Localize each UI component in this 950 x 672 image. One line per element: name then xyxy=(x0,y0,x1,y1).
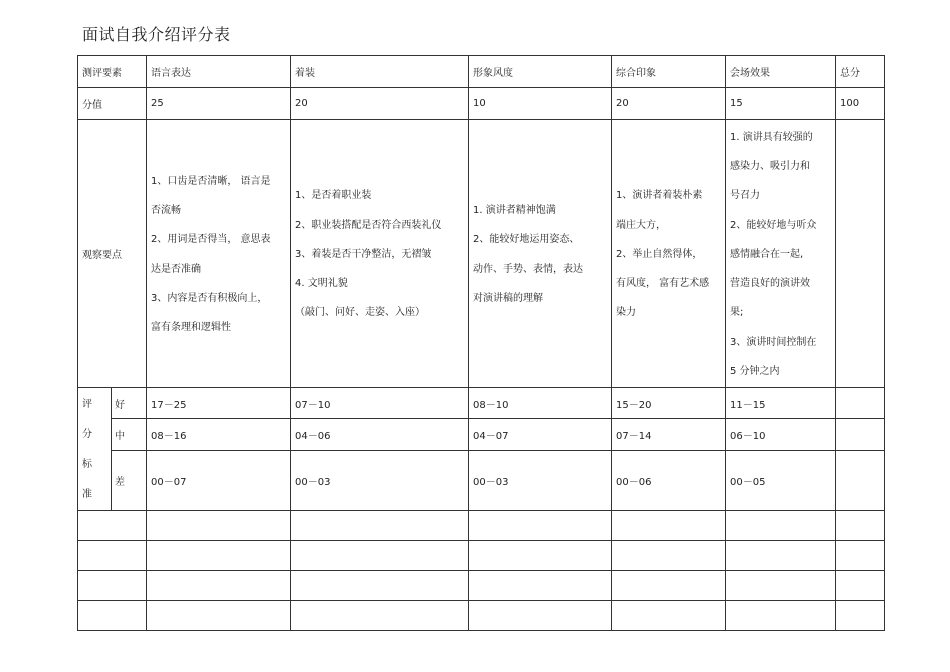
observation-line: 4. 文明礼貌 xyxy=(295,278,348,290)
empty-cell[interactable] xyxy=(726,571,836,601)
observation-line: 感染力、吸引力和 xyxy=(730,160,810,172)
observation-line: 1. 演讲具有较强的 xyxy=(730,131,813,143)
observation-line: （敲门、问好、走姿、入座） xyxy=(295,307,425,319)
empty-row xyxy=(78,511,885,541)
observation-cell-demeanor xyxy=(469,120,612,388)
observation-line: 富有条理和逻辑性 xyxy=(151,322,231,334)
empty-cell[interactable] xyxy=(836,541,885,571)
observation-line: 2、能较好地与听众 xyxy=(730,219,817,231)
empty-cell[interactable] xyxy=(147,511,291,541)
header-cell-impression: 综合印象 xyxy=(612,56,726,88)
grade-range: 17－25 xyxy=(147,388,291,419)
observation-line: 达是否准确 xyxy=(151,263,201,275)
empty-cell[interactable] xyxy=(612,511,726,541)
observation-line: 营造良好的演讲效 xyxy=(730,278,810,290)
grade-range: 11－15 xyxy=(726,388,836,419)
observation-cell-impression xyxy=(612,120,726,388)
header-cell-language: 语言表达 xyxy=(147,56,291,88)
empty-cell[interactable] xyxy=(726,511,836,541)
observation-label: 观察要点 xyxy=(78,120,147,388)
scoring-table xyxy=(77,55,885,631)
grade-range: 00－03 xyxy=(469,450,612,510)
observation-line: 2、用词是否得当， 意思表 xyxy=(151,234,271,246)
observation-cell-total xyxy=(836,120,885,388)
score-value: 20 xyxy=(612,88,726,120)
observation-line: 2、举止自然得体， xyxy=(616,248,703,260)
grade-name: 好 xyxy=(112,388,147,419)
grade-range: 00－07 xyxy=(147,450,291,510)
observation-line: 5 分钟之内 xyxy=(730,366,780,378)
observation-line: 1、演讲者着装朴素 xyxy=(616,190,703,202)
observation-line: 果; xyxy=(730,307,744,319)
observation-line: 动作、手势、表情，表达 xyxy=(473,263,583,275)
score-label: 分值 xyxy=(78,88,147,120)
observation-line: 1、口齿是否清晰， 语言是 xyxy=(151,175,271,187)
empty-cell[interactable] xyxy=(78,601,147,631)
empty-cell[interactable] xyxy=(726,601,836,631)
observation-row xyxy=(78,120,885,388)
score-value: 15 xyxy=(726,88,836,120)
empty-cell[interactable] xyxy=(836,601,885,631)
grade-row-medium xyxy=(78,419,885,450)
observation-line: 2、职业装搭配是否符合西装礼仪 xyxy=(295,219,442,231)
grade-range: 04－06 xyxy=(291,419,469,450)
empty-cell[interactable] xyxy=(836,511,885,541)
empty-cell[interactable] xyxy=(612,601,726,631)
empty-cell[interactable] xyxy=(291,601,469,631)
observation-cell-venue-effect xyxy=(726,120,836,388)
grade-total-cell xyxy=(836,388,885,419)
grade-total-cell xyxy=(836,419,885,450)
standard-label xyxy=(78,388,112,511)
empty-row xyxy=(78,601,885,631)
empty-cell[interactable] xyxy=(726,541,836,571)
observation-line: 端庄大方， xyxy=(616,219,666,231)
standard-label-char: 评 xyxy=(82,399,92,410)
empty-cell[interactable] xyxy=(291,511,469,541)
observation-line: 3、演讲时间控制在 xyxy=(730,336,817,348)
observation-line: 感情融合在一起, xyxy=(730,248,804,260)
grade-row-good xyxy=(78,388,885,419)
observation-line: 对演讲稿的理解 xyxy=(473,292,543,304)
grade-range: 00－03 xyxy=(291,450,469,510)
empty-cell[interactable] xyxy=(612,541,726,571)
empty-cell[interactable] xyxy=(469,541,612,571)
page-title: 面试自我介绍评分表 xyxy=(82,25,231,44)
empty-cell[interactable] xyxy=(78,541,147,571)
grade-range: 04－07 xyxy=(469,419,612,450)
observation-line: 1、是否着职业装 xyxy=(295,190,372,202)
observation-line: 有风度， 富有艺术感 xyxy=(616,278,710,290)
empty-cell[interactable] xyxy=(78,511,147,541)
empty-cell[interactable] xyxy=(469,511,612,541)
empty-cell[interactable] xyxy=(612,571,726,601)
grade-row-poor xyxy=(78,450,885,510)
observation-line: 否流畅 xyxy=(151,204,181,216)
empty-cell[interactable] xyxy=(147,571,291,601)
empty-cell[interactable] xyxy=(78,571,147,601)
header-cell-venue-effect: 会场效果 xyxy=(726,56,836,88)
score-value-total: 100 xyxy=(836,88,885,120)
observation-cell-language xyxy=(147,120,291,388)
observation-line: 3、内容是否有积极向上， xyxy=(151,292,268,304)
standard-label-char: 准 xyxy=(82,489,92,500)
score-row xyxy=(78,88,885,120)
standard-label-char: 分 xyxy=(82,429,92,440)
header-cell-attire: 着装 xyxy=(291,56,469,88)
grade-range: 06－10 xyxy=(726,419,836,450)
grade-range: 15－20 xyxy=(612,388,726,419)
observation-line: 1. 演讲者精神饱满 xyxy=(473,204,556,216)
header-cell-demeanor: 形象风度 xyxy=(469,56,612,88)
score-value: 25 xyxy=(147,88,291,120)
header-cell-total: 总分 xyxy=(836,56,885,88)
grade-name: 差 xyxy=(112,450,147,510)
empty-row xyxy=(78,571,885,601)
empty-cell[interactable] xyxy=(147,601,291,631)
grade-range: 00－06 xyxy=(612,450,726,510)
grade-range: 08－16 xyxy=(147,419,291,450)
grade-range: 00－05 xyxy=(726,450,836,510)
observation-line: 2、能较好地运用姿态、 xyxy=(473,234,580,246)
empty-cell[interactable] xyxy=(469,601,612,631)
grade-range: 07－14 xyxy=(612,419,726,450)
empty-cell[interactable] xyxy=(291,571,469,601)
grade-range: 08－10 xyxy=(469,388,612,419)
header-row xyxy=(78,56,885,88)
grade-range: 07－10 xyxy=(291,388,469,419)
empty-cell[interactable] xyxy=(836,571,885,601)
empty-cell[interactable] xyxy=(469,571,612,601)
standard-label-char: 标 xyxy=(82,459,92,470)
observation-line: 号召力 xyxy=(730,190,760,202)
empty-cell[interactable] xyxy=(147,541,291,571)
observation-line: 3、着装是否干净整洁，无褶皱 xyxy=(295,248,432,260)
grade-total-cell xyxy=(836,450,885,510)
observation-line: 染力 xyxy=(616,307,636,319)
empty-row xyxy=(78,541,885,571)
grade-name: 中 xyxy=(112,419,147,450)
header-cell-criteria: 测评要素 xyxy=(78,56,147,88)
empty-cell[interactable] xyxy=(291,541,469,571)
score-value: 10 xyxy=(469,88,612,120)
score-value: 20 xyxy=(291,88,469,120)
observation-cell-attire xyxy=(291,120,469,388)
